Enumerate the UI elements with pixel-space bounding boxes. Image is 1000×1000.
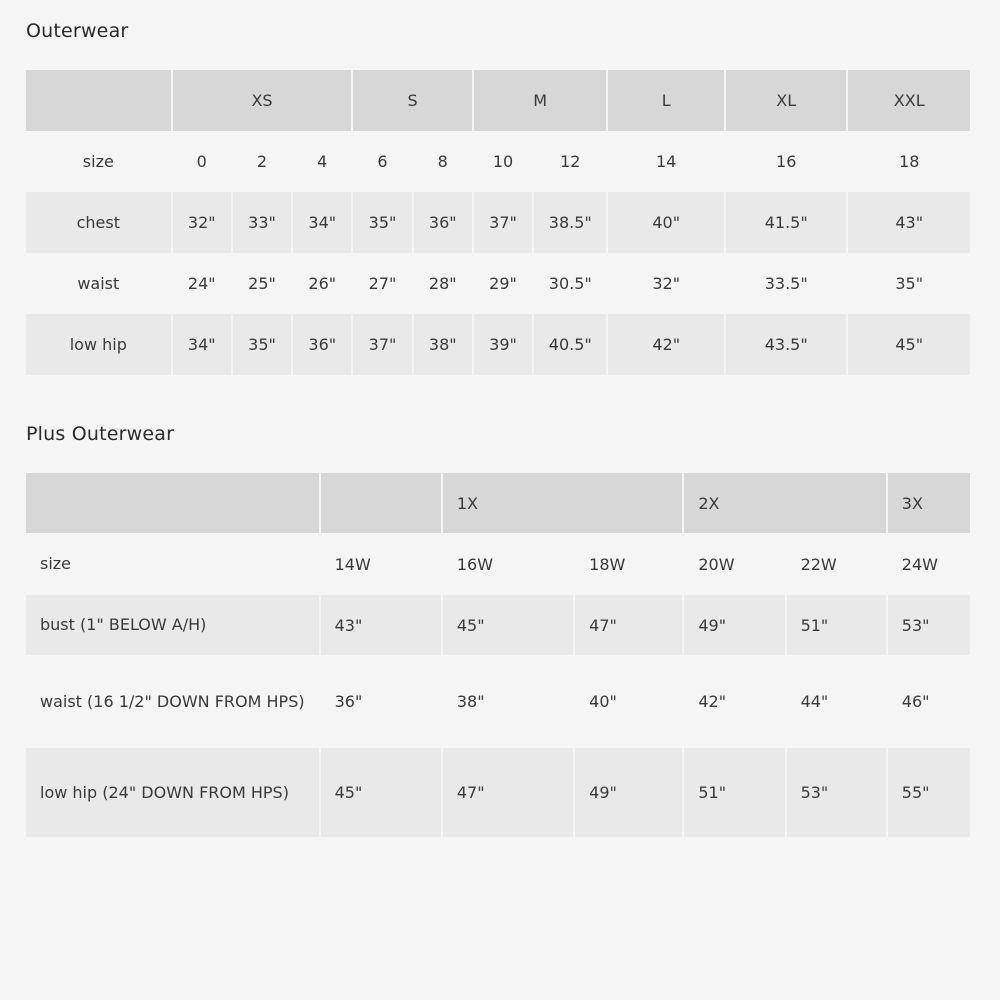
- table-cell: 29": [489, 274, 517, 293]
- table-cell: 33.5": [764, 274, 808, 293]
- table-cell: 39": [474, 314, 532, 375]
- group-header-l: L: [608, 70, 724, 131]
- table-cell: 32": [173, 192, 231, 253]
- group-header-blank: [321, 473, 441, 533]
- table-cell: 10: [492, 152, 514, 171]
- table-cell: 51": [684, 748, 784, 837]
- row-label: bust (1" BELOW A/H): [26, 595, 319, 655]
- table-cell: 25": [248, 274, 276, 293]
- table-cell: 43": [848, 192, 970, 253]
- header-blank-cell: [26, 473, 319, 533]
- table-cell: 33": [233, 192, 291, 253]
- plus-outerwear-title: Plus Outerwear: [26, 423, 175, 445]
- table-cell: 46": [901, 692, 930, 711]
- table-cell: 34": [173, 314, 231, 375]
- header-blank-cell: [26, 70, 171, 131]
- table-cell: 55": [888, 748, 970, 837]
- table-cell: 35": [353, 192, 411, 253]
- table-cell: 16: [776, 152, 797, 171]
- table-cell: 0: [196, 152, 207, 171]
- table-cell: 53": [787, 748, 886, 837]
- table-cell: 37": [474, 192, 532, 253]
- table-cell: 51": [787, 595, 886, 655]
- row-label: size: [82, 152, 114, 171]
- table-cell: 18W: [589, 554, 626, 574]
- group-header-2x: 2X: [684, 473, 885, 533]
- table-cell: 40": [608, 192, 724, 253]
- table-cell: 37": [353, 314, 411, 375]
- table-cell: 14: [656, 152, 677, 171]
- table-cell: 43.5": [726, 314, 847, 375]
- outerwear-size-table: [24, 70, 972, 375]
- outerwear-row-waist: [26, 253, 970, 314]
- table-cell: 49": [684, 595, 784, 655]
- outerwear-title: Outerwear: [26, 20, 129, 42]
- table-cell: 42": [608, 314, 724, 375]
- table-cell: 44": [800, 692, 829, 711]
- table-cell: 49": [575, 748, 682, 837]
- table-cell: 6: [377, 152, 388, 171]
- plus-row-waist: [26, 655, 970, 748]
- group-header-1x: 1X: [443, 473, 682, 533]
- row-label: low hip (24" DOWN FROM HPS): [26, 748, 319, 837]
- table-cell: 4: [317, 152, 328, 171]
- table-cell: 35": [895, 274, 924, 293]
- table-cell: 27": [368, 274, 397, 293]
- outerwear-row-size: [26, 131, 970, 192]
- table-cell: 8: [437, 152, 448, 171]
- group-header-m: M: [474, 70, 607, 131]
- table-cell: 43": [321, 595, 441, 655]
- table-cell: 45": [321, 748, 441, 837]
- table-cell: 30.5": [548, 274, 592, 293]
- group-header-xxl: XXL: [848, 70, 970, 131]
- table-cell: 38.5": [534, 192, 606, 253]
- group-header-xs: XS: [173, 70, 352, 131]
- group-header-3x: 3X: [888, 473, 970, 533]
- table-cell: 32": [652, 274, 681, 293]
- table-cell: 28": [428, 274, 457, 293]
- row-label: size: [40, 554, 72, 573]
- plus-row-bust: [26, 595, 970, 655]
- outerwear-header-row: [26, 70, 970, 131]
- table-cell: 14W: [334, 554, 371, 574]
- table-cell: 20W: [698, 554, 735, 574]
- row-label: low hip: [26, 314, 171, 375]
- table-cell: 42": [698, 692, 727, 711]
- table-cell: 36": [414, 192, 472, 253]
- table-cell: 47": [443, 748, 573, 837]
- table-cell: 40.5": [534, 314, 606, 375]
- outerwear-row-chest: [26, 192, 970, 253]
- table-cell: 24W: [901, 554, 938, 574]
- group-header-xl: XL: [726, 70, 847, 131]
- table-cell: 36": [293, 314, 351, 375]
- row-label: chest: [26, 192, 171, 253]
- group-header-s: S: [353, 70, 472, 131]
- table-cell: 24": [187, 274, 216, 293]
- table-cell: 40": [589, 692, 617, 711]
- table-cell: 53": [888, 595, 970, 655]
- plus-header-row: [26, 473, 970, 533]
- table-cell: 45": [443, 595, 573, 655]
- table-cell: 41.5": [726, 192, 847, 253]
- table-cell: 16W: [456, 554, 494, 574]
- table-cell: 2: [256, 152, 268, 171]
- table-cell: 34": [293, 192, 351, 253]
- plus-outerwear-size-table: [24, 473, 972, 837]
- table-cell: 36": [334, 692, 363, 711]
- table-cell: 45": [848, 314, 970, 375]
- table-cell: 35": [233, 314, 291, 375]
- table-cell: 18: [899, 152, 920, 171]
- table-cell: 26": [308, 274, 337, 293]
- outerwear-row-low-hip: [26, 314, 970, 375]
- table-cell: 47": [575, 595, 682, 655]
- plus-row-size: [26, 533, 970, 595]
- table-cell: 22W: [800, 554, 837, 574]
- table-cell: 38": [456, 692, 485, 711]
- row-label: waist (16 1/2" DOWN FROM HPS): [40, 691, 305, 711]
- table-cell: 12: [560, 152, 581, 171]
- table-cell: 38": [414, 314, 472, 375]
- plus-row-low-hip: [26, 748, 970, 837]
- row-label: waist: [77, 274, 120, 293]
